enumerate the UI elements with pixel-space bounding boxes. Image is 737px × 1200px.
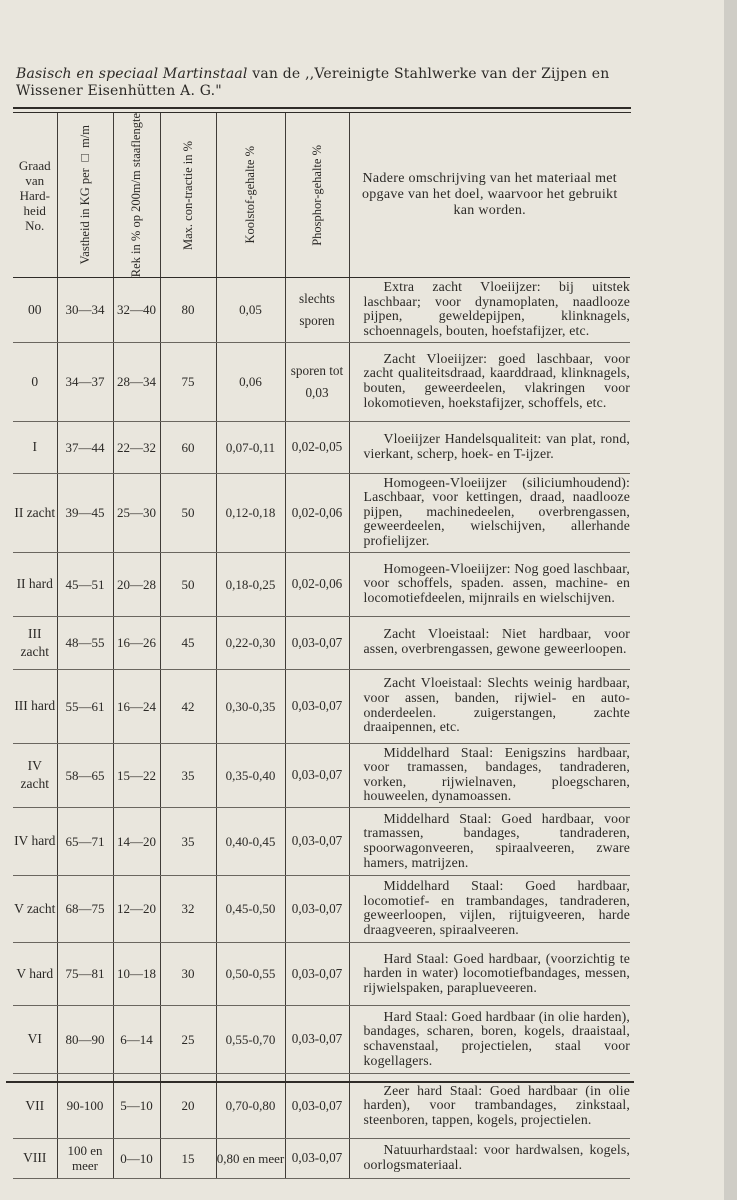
cell-graad: III hard: [13, 669, 57, 743]
cell-koolstof: 0,06: [216, 342, 285, 421]
top-rule: [13, 107, 631, 109]
header-contractie: Max. con-tractie in %: [160, 113, 216, 278]
cell-contractie: 15: [160, 1138, 216, 1178]
header-phosphor: Phosphor-gehalte %: [285, 113, 349, 278]
cell-vastheid: 90-100: [57, 1073, 113, 1138]
cell-vastheid: 30—34: [57, 278, 113, 342]
cell-koolstof: 0,22-0,30: [216, 616, 285, 669]
table-row: [13, 743, 630, 807]
cell-graad: 0: [13, 342, 57, 421]
cell-omschrijving: Zacht Vloeiijzer: goed laschbaar, voor zacht qualiteitsdraad, kaarddraad, klinknagels, bouten, geweerdeelen, vlakringen voor lokomotieven, hoekstafijzer, schoffels, etc.: [349, 342, 630, 421]
caption-rest: van de ,,Vereinigte Stahlwerke van der Zijpen en Wissener Eisenhütten A. G.": [16, 66, 610, 99]
header-rek: Rek in % op 200m/m staaflengte: [113, 113, 160, 278]
cell-graad: V hard: [13, 942, 57, 1005]
cell-rek: 16—24: [113, 669, 160, 743]
cell-rek: 12—20: [113, 875, 160, 942]
cell-omschrijving: Homogeen-Vloeiijzer: Nog goed laschbaar, voor schoffels, spaden. assen, machine- en locomotiefdeelen, mijnrails en wielschijven.: [349, 552, 630, 616]
cell-rek: 20—28: [113, 552, 160, 616]
cell-vastheid: 65—71: [57, 807, 113, 875]
cell-omschrijving: Zacht Vloeistaal: Slechts weinig hardbaar, voor assen, banden, rijwiel- en auto-onderdeelen. zuigerstangen, zachte draaipennen, etc.: [349, 669, 630, 743]
cell-omschrijving: Zeer hard Staal: Goed hardbaar (in olie harden), voor trambandages, zinkstaal, steenboren, tappen, kogels, projectielen.: [349, 1073, 630, 1138]
cell-rek: 28—34: [113, 342, 160, 421]
cell-graad: VIII: [13, 1138, 57, 1178]
cell-contractie: 60: [160, 421, 216, 473]
cell-koolstof: 0,05: [216, 278, 285, 342]
cell-phosphor: 0,02-0,06: [285, 473, 349, 552]
cell-phosphor: 0,03-0,07: [285, 1138, 349, 1178]
cell-phosphor: 0,03-0,07: [285, 1005, 349, 1073]
cell-koolstof: 0,50-0,55: [216, 942, 285, 1005]
cell-rek: 22—32: [113, 421, 160, 473]
cell-koolstof: 0,45-0,50: [216, 875, 285, 942]
cell-vastheid: 58—65: [57, 743, 113, 807]
cell-vastheid: 100 en meer: [57, 1138, 113, 1178]
cell-koolstof: 0,55-0,70: [216, 1005, 285, 1073]
table-row: [13, 875, 630, 942]
cell-vastheid: 68—75: [57, 875, 113, 942]
cell-rek: 6—14: [113, 1005, 160, 1073]
table-caption: [16, 66, 626, 100]
cell-contractie: 25: [160, 1005, 216, 1073]
table-row: [13, 807, 630, 875]
header-graad: Graad van Hard-heid No.: [13, 113, 57, 278]
cell-vastheid: 45—51: [57, 552, 113, 616]
cell-phosphor: 0,02-0,05: [285, 421, 349, 473]
cell-phosphor: 0,03-0,07: [285, 942, 349, 1005]
header-row: [13, 113, 630, 278]
bottom-rule: [6, 1081, 634, 1083]
cell-phosphor: sporen tot 0,03: [285, 342, 349, 421]
cell-rek: 5—10: [113, 1073, 160, 1138]
table-row: [13, 1005, 630, 1073]
cell-omschrijving: Hard Staal: Goed hardbaar (in olie harden), bandages, scharen, boren, kogels, draaistaal, schavenstaal, projectielen, staal voor kogellagers.: [349, 1005, 630, 1073]
cell-omschrijving: Middelhard Staal: Goed hardbaar, locomotief- en trambandages, tandraderen, geweerloopen, vijlen, rijtuigveeren, harde draagveeren, spiraalveeren.: [349, 875, 630, 942]
steel-grades-table: [13, 113, 630, 1179]
table-row: [13, 942, 630, 1005]
cell-contractie: 80: [160, 278, 216, 342]
caption-italic: Basisch en speciaal Martinstaal: [16, 66, 248, 82]
cell-koolstof: 0,35-0,40: [216, 743, 285, 807]
cell-contractie: 35: [160, 743, 216, 807]
cell-contractie: 32: [160, 875, 216, 942]
cell-phosphor: 0,02-0,06: [285, 552, 349, 616]
table-row: [13, 552, 630, 616]
cell-rek: 25—30: [113, 473, 160, 552]
cell-phosphor: 0,03-0,07: [285, 616, 349, 669]
cell-contractie: 42: [160, 669, 216, 743]
cell-graad: V zacht: [13, 875, 57, 942]
cell-rek: 10—18: [113, 942, 160, 1005]
cell-koolstof: 0,07-0,11: [216, 421, 285, 473]
cell-graad: VI: [13, 1005, 57, 1073]
cell-omschrijving: Hard Staal: Goed hardbaar, (voorzichtig te harden in water) locomotiefbandages, messen, rijwielspaken, paraplueveeren.: [349, 942, 630, 1005]
table-row: [13, 1073, 630, 1138]
cell-contractie: 50: [160, 473, 216, 552]
cell-rek: 14—20: [113, 807, 160, 875]
cell-vastheid: 37—44: [57, 421, 113, 473]
cell-rek: 0—10: [113, 1138, 160, 1178]
cell-contractie: 35: [160, 807, 216, 875]
table-row: [13, 473, 630, 552]
cell-omschrijving: Vloeiijzer Handelsqualiteit: van plat, rond, vierkant, scherp, hoek- en T-ijzer.: [349, 421, 630, 473]
cell-contractie: 50: [160, 552, 216, 616]
cell-phosphor: slechts sporen: [285, 278, 349, 342]
cell-phosphor: 0,03-0,07: [285, 1073, 349, 1138]
cell-vastheid: 80—90: [57, 1005, 113, 1073]
cell-koolstof: 0,30-0,35: [216, 669, 285, 743]
cell-koolstof: 0,70-0,80: [216, 1073, 285, 1138]
cell-vastheid: 75—81: [57, 942, 113, 1005]
cell-rek: 15—22: [113, 743, 160, 807]
table-row: [13, 421, 630, 473]
table-row: [13, 278, 630, 342]
cell-vastheid: 48—55: [57, 616, 113, 669]
table-row: [13, 616, 630, 669]
cell-graad: II zacht: [13, 473, 57, 552]
cell-graad: VII: [13, 1073, 57, 1138]
cell-contractie: 45: [160, 616, 216, 669]
cell-contractie: 20: [160, 1073, 216, 1138]
cell-omschrijving: Middelhard Staal: Goed hardbaar, voor tramassen, bandages, tandraderen, spoorwagonveeren, spiraalveeren, zware hamers, matrijzen.: [349, 807, 630, 875]
header-koolstof: Koolstof-gehalte %: [216, 113, 285, 278]
cell-omschrijving: Homogeen-Vloeiijzer (siliciumhoudend): Laschbaar, voor kettingen, draad, naadlooze pijpen, machinedeelen, overbrengassen, geweerdeelen, wielschijven, allerhande profielijzer.: [349, 473, 630, 552]
cell-graad: IV zacht: [13, 743, 57, 807]
table-row: [13, 669, 630, 743]
cell-vastheid: 55—61: [57, 669, 113, 743]
cell-graad: I: [13, 421, 57, 473]
page-edge: [724, 0, 737, 1200]
cell-graad: III zacht: [13, 616, 57, 669]
header-omschrijving: Nadere omschrijving van het materiaal met opgave van het doel, waarvoor het gebruikt kan worden.: [349, 113, 630, 278]
cell-omschrijving: Natuurhardstaal: voor hardwalsen, kogels, oorlogsmateriaal.: [349, 1138, 630, 1178]
cell-phosphor: 0,03-0,07: [285, 743, 349, 807]
cell-koolstof: 0,80 en meer: [216, 1138, 285, 1178]
cell-omschrijving: Extra zacht Vloeiijzer: bij uitstek laschbaar; voor dynamoplaten, naadlooze pijpen, geweldepijpen, klinknagels, schoennagels, bouten, hoefstafijzer, etc.: [349, 278, 630, 342]
cell-vastheid: 34—37: [57, 342, 113, 421]
cell-graad: IV hard: [13, 807, 57, 875]
cell-omschrijving: Middelhard Staal: Eenigszins hardbaar, voor tramassen, bandages, tandraderen, vorken, rijwielnaven, ploegscharen, houweelen, dynamoassen.: [349, 743, 630, 807]
cell-phosphor: 0,03-0,07: [285, 875, 349, 942]
cell-vastheid: 39—45: [57, 473, 113, 552]
cell-contractie: 75: [160, 342, 216, 421]
cell-contractie: 30: [160, 942, 216, 1005]
cell-graad: II hard: [13, 552, 57, 616]
cell-phosphor: 0,03-0,07: [285, 669, 349, 743]
cell-omschrijving: Zacht Vloeistaal: Niet hardbaar, voor assen, overbrengassen, gewone geweerloopen.: [349, 616, 630, 669]
cell-phosphor: 0,03-0,07: [285, 807, 349, 875]
table-row: [13, 1138, 630, 1178]
cell-koolstof: 0,12-0,18: [216, 473, 285, 552]
cell-graad: 00: [13, 278, 57, 342]
cell-koolstof: 0,18-0,25: [216, 552, 285, 616]
cell-rek: 16—26: [113, 616, 160, 669]
header-vastheid: Vastheid in KG per □ m/m: [57, 113, 113, 278]
cell-koolstof: 0,40-0,45: [216, 807, 285, 875]
cell-rek: 32—40: [113, 278, 160, 342]
table-row: [13, 342, 630, 421]
